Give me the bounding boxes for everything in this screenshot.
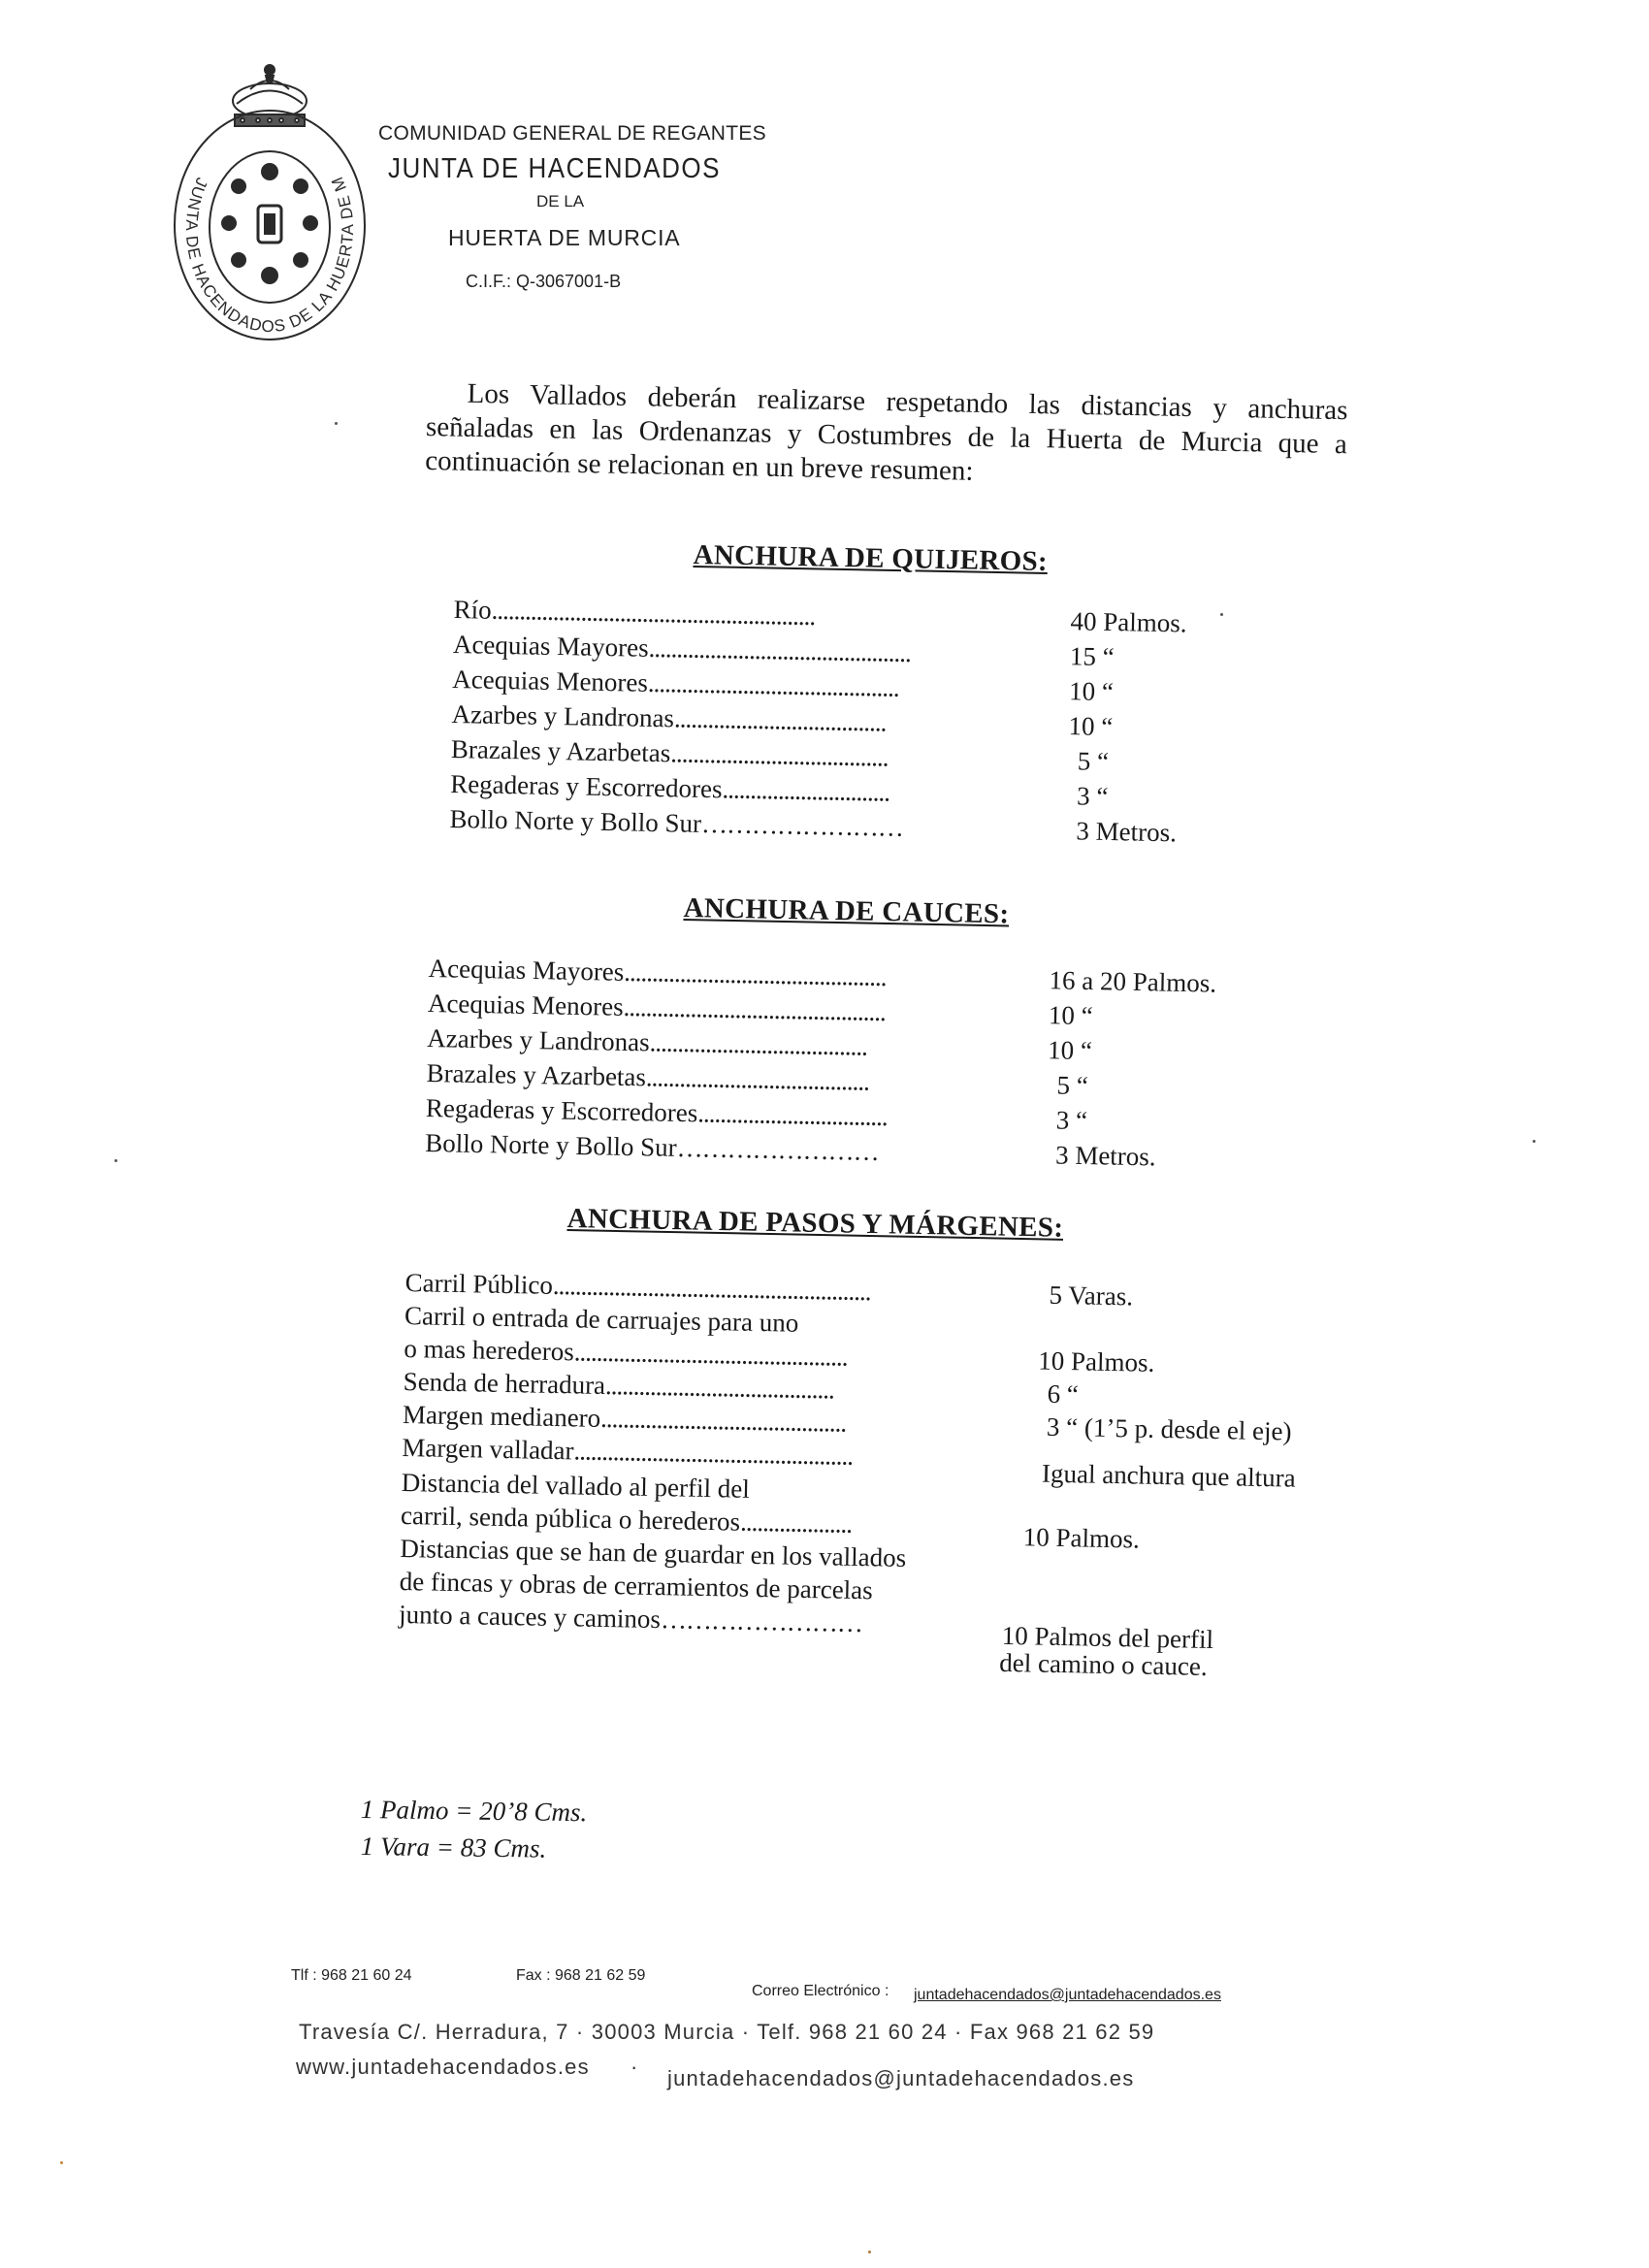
- seal-text: JUNTA DE HACENDADOS DE LA HUERTA DE M: [181, 173, 358, 337]
- intro-paragraph: [425, 376, 1348, 496]
- scan-speck: [1220, 613, 1223, 616]
- footer-web-link[interactable]: www.juntadehacendados.es: [296, 2055, 590, 2079]
- row-value: 3 Metros.: [1054, 1140, 1156, 1172]
- footer-email-label: Correo Electrónico :: [752, 1983, 889, 1999]
- row-label: Regaderas y Escorredores..................................: [425, 1092, 889, 1132]
- row-value: 6 “: [1047, 1378, 1080, 1409]
- letterhead-cif: C.I.F.: Q-3067001-B: [466, 272, 622, 291]
- row-value: Igual anchura que altura: [1041, 1458, 1296, 1493]
- footer-fax: Fax : 968 21 62 59: [516, 1967, 646, 1984]
- scan-speck: [114, 1159, 117, 1162]
- svg-text:JUNTA DE HACENDADOS DE LA HUER: [173, 60, 357, 336]
- intro-text: Los Vallados deberán realizarse respetando las distancias y anchuras señaladas en las Ordenanzas y Costumbres de la Huerta de Murcia que a continuación se relacionan en un breve resumen:: [425, 377, 1348, 487]
- row-label: Azarbes y Landronas......................................: [451, 698, 887, 737]
- row-value: 10 “: [1048, 1000, 1093, 1031]
- row-value: 15 “: [1069, 641, 1115, 672]
- row-label: Carril Público.........................................................: [404, 1267, 871, 1307]
- row-label: de fincas y obras de cerramientos de parcelas: [399, 1566, 874, 1605]
- row-value: 10 Palmos.: [1022, 1522, 1141, 1554]
- unit-vara: 1 Vara = 83 Cms.: [360, 1831, 547, 1863]
- row-value: 10 “: [1068, 711, 1114, 742]
- heading-cauces: ANCHURA DE CAUCES:: [683, 892, 1010, 930]
- footer-email-link[interactable]: juntadehacendados@juntadehacendados.es: [914, 1987, 1221, 2003]
- row-label: Bollo Norte y Bollo Sur……………………: [424, 1127, 879, 1166]
- footer-email2-link[interactable]: juntadehacendados@juntadehacendados.es: [667, 2066, 1135, 2090]
- row-value: 3 “: [1055, 1105, 1088, 1136]
- row-label: Distancia del vallado al perfil del: [401, 1467, 751, 1504]
- footer-separator: ·: [630, 2055, 639, 2079]
- footer-address: Travesía C/. Herradura, 7 · 30003 Murcia · Telf. 968 21 60 24 · Fax 968 21 62 59: [299, 2020, 1155, 2044]
- row-label: Río..........................................................: [453, 594, 816, 632]
- row-value: 5 “: [1077, 746, 1110, 776]
- row-value: 3 Metros.: [1076, 816, 1178, 848]
- row-value: 5 Varas.: [1049, 1280, 1134, 1312]
- row-label: Brazales y Azarbetas.......................................: [450, 733, 889, 772]
- unit-palmo: 1 Palmo = 20’8 Cms.: [360, 1795, 588, 1828]
- row-value: 10 “: [1068, 676, 1115, 707]
- row-label: Margen medianero............................................: [402, 1399, 847, 1438]
- row-label: Brazales y Azarbetas........................................: [426, 1057, 870, 1096]
- row-value: 10 Palmos del perfil: [1001, 1620, 1214, 1655]
- row-label: Acequias Mayores...............................................: [452, 629, 912, 668]
- row-label: Acequias Menores.............................................: [452, 664, 899, 702]
- row-value: 10 Palmos.: [1037, 1345, 1155, 1377]
- row-label: Margen valladar..................................................: [402, 1432, 854, 1471]
- row-label: carril, senda pública o herederos....................: [400, 1500, 853, 1539]
- row-label: junto a cauces y caminos……………………: [398, 1599, 863, 1638]
- row-label: Distancias que se han de guardar en los vallados: [400, 1533, 907, 1572]
- row-label: Carril o entrada de carruajes para uno: [404, 1300, 799, 1338]
- scan-speck: [335, 422, 338, 425]
- letterhead-line-1: COMUNIDAD GENERAL DE REGANTES: [378, 122, 766, 145]
- row-value: 40 Palmos.: [1070, 606, 1187, 638]
- row-label: Regaderas y Escorredores..............................: [449, 768, 890, 807]
- row-label: Bollo Norte y Bollo Sur……………………: [449, 803, 904, 842]
- row-value: del camino o cauce.: [998, 1647, 1208, 1681]
- row-label: Senda de herradura.........................................: [403, 1366, 835, 1405]
- letterhead-line-3: DE LA: [536, 192, 585, 211]
- scan-speck: [60, 2161, 63, 2164]
- row-value: 3 “ (1’5 p. desde el eje): [1046, 1411, 1292, 1446]
- heading-pasos-margenes: ANCHURA DE PASOS Y MÁRGENES:: [566, 1203, 1064, 1244]
- row-label: o mas herederos.................................................: [404, 1333, 848, 1372]
- row-value: 3 “: [1076, 781, 1109, 811]
- heading-quijeros: ANCHURA DE QUIJEROS:: [693, 539, 1049, 578]
- institution-seal: [173, 60, 367, 341]
- letterhead-line-2: JUNTA DE HACENDADOS: [388, 151, 721, 184]
- scan-speck: [868, 2251, 871, 2253]
- scan-speck: [1533, 1140, 1536, 1143]
- row-value: 10 “: [1047, 1035, 1093, 1066]
- footer-tlf: Tlf : 968 21 60 24: [291, 1967, 412, 1984]
- row-value: 16 a 20 Palmos.: [1049, 965, 1217, 998]
- row-label: Azarbes y Landronas.......................................: [427, 1022, 868, 1061]
- letterhead-line-4: HUERTA DE MURCIA: [448, 225, 681, 250]
- row-value: 5 “: [1056, 1070, 1089, 1101]
- row-label: Acequias Menores...............................................: [427, 988, 887, 1027]
- row-label: Acequias Mayores...............................................: [428, 953, 887, 992]
